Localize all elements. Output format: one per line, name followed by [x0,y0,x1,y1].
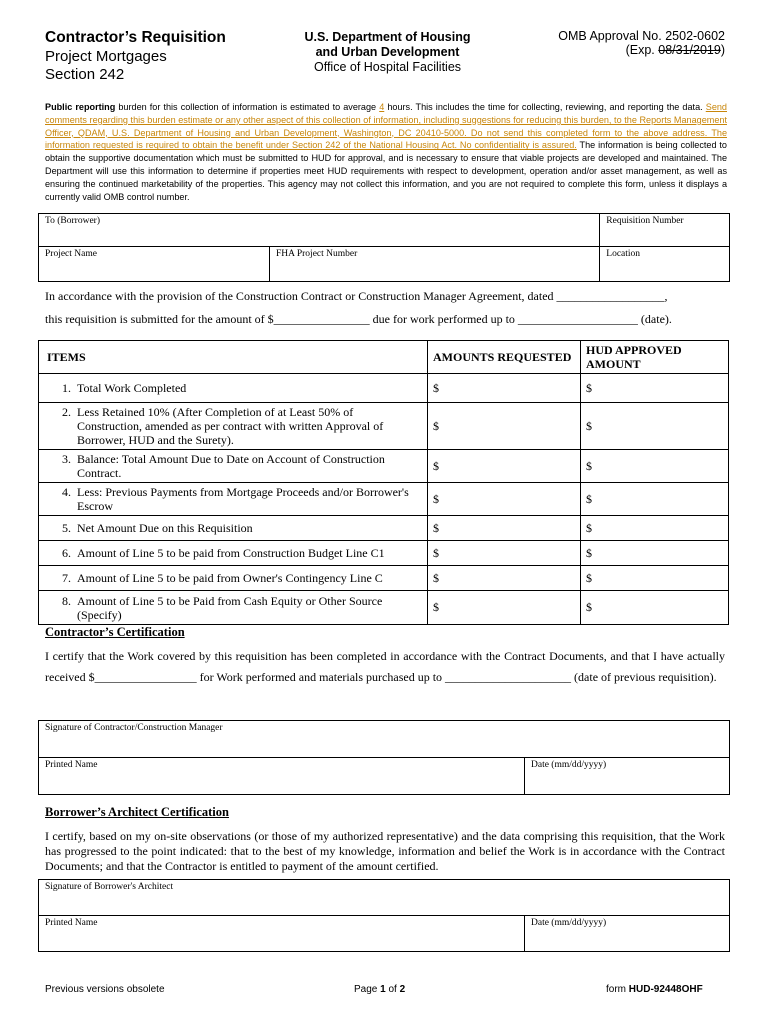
form-number: HUD-92448OHF [628,984,703,995]
table-row [39,403,729,450]
currency-symbol: $ [586,520,592,535]
architect-signature-table [38,879,730,952]
hud-approved-cell[interactable] [581,450,729,483]
currency-symbol: $ [586,545,592,560]
amount-requested-cell[interactable] [428,483,581,516]
location-field[interactable] [600,247,730,282]
contractor-printed-name-label: Printed Name [45,760,98,770]
burden-text-2: hours. This includes the time for collecting, reviewing, and reporting the data. [384,102,706,112]
project-name-field[interactable] [39,247,270,282]
table-row [39,516,729,541]
burden-hours: 4 [379,102,385,112]
architect-certification-text: I certify, based on my on-site observations (or those of my authorized representative) and the data comprising this requisition, that the Work has progressed to the point indicated: that to the best of my knowledge, information and belief the Work is in accordance with the Contract Documents; and that the Contractor is entitled to payment of the amount certified. [45,829,725,873]
footer-page-number [354,984,405,995]
burden-comments-link[interactable]: Send comments regarding this burden estimate or any other aspect of this collection of information, including suggestions for reducing this burden, to the Reports Management Officer, QDAM, U.S. Department of Housing and Urban Development, Washington, DC 20410-5000. Do not send this completed form to the above address. The information requested is required to obtain the benefit under Section 242 of the National Housing Act. No confidentiality is assured. [45,102,727,151]
hud-approved-cell[interactable] [581,516,729,541]
form-prefix: form [606,984,629,995]
table-row [39,374,729,403]
contractor-date-label: Date (mm/dd/yyyy) [531,760,607,770]
requisition-number-label: Requisition Number [606,216,684,226]
agreement-line-2: this requisition is submitted for the amount of $________________ due for work performed up to ____________________ (date). [45,312,672,326]
currency-symbol: $ [433,520,439,535]
table-row [39,541,729,566]
amount-requested-cell[interactable] [428,450,581,483]
amounts-requested-header: AMOUNTS REQUESTED [428,341,581,374]
omb-approval: OMB Approval No. 2502-0602 [558,29,725,43]
currency-symbol: $ [586,570,592,585]
burden-text-1: burden for this collection of information is estimated to average [115,102,380,112]
contractor-printed-name-field[interactable] [39,758,525,795]
location-label: Location [606,249,641,259]
architect-signature-label: Signature of Borrower's Architect [45,882,174,892]
office-name: Office of Hospital Facilities [313,60,462,74]
currency-symbol: $ [586,458,592,473]
architect-date-field[interactable] [525,916,730,952]
fha-project-number-label: FHA Project Number [276,249,358,259]
contractor-signature-field[interactable] [39,721,730,758]
amount-requested-cell[interactable] [428,516,581,541]
currency-symbol: $ [433,545,439,560]
amount-requested-cell[interactable] [428,591,581,625]
items-table [38,340,729,625]
item-number: 5. [62,520,71,535]
item-number: 6. [62,545,71,560]
table-row [39,483,729,516]
requisition-number-field[interactable] [600,214,730,247]
project-info-table [38,213,730,282]
form-section: Section 242 [45,66,125,83]
amount-requested-cell[interactable] [428,541,581,566]
contractor-date-field[interactable] [525,758,730,795]
exp-suffix: ) [720,43,725,57]
hud-approved-header: HUD APPROVED AMOUNT [581,341,729,374]
item-label: Amount of Line 5 to be paid from Owner's Contingency Line C [77,570,383,585]
page-prefix: Page [354,984,381,995]
footer-form-id [606,984,703,995]
agency-name-line2: and Urban Development [315,45,460,59]
exp-date: 08/31/2019 [658,43,721,57]
currency-symbol: $ [433,458,439,473]
architect-signature-field[interactable] [39,880,730,916]
item-label: Total Work Completed [77,380,187,395]
hud-approved-cell[interactable] [581,591,729,625]
agreement-line-1: In accordance with the provision of the Construction Contract or Construction Manager Agreement, dated __________________, [45,289,668,303]
item-number: 4. [62,485,71,499]
contractor-signature-table [38,720,730,795]
items-header-row [39,341,729,374]
architect-printed-name-label: Printed Name [45,918,98,928]
to-borrower-label: To (Borrower) [45,216,100,226]
currency-symbol: $ [586,418,592,433]
currency-symbol: $ [586,600,592,614]
currency-symbol: $ [433,418,439,433]
footer-versions-note: Previous versions obsolete [45,984,165,995]
item-label: Amount of Line 5 to be Paid from Cash Equity or Other Source (Specify) [77,593,383,622]
burden-lead: Public reporting [45,102,116,112]
item-label: Less Retained 10% (After Completion of at Least 50% of Construction, amended as per contract with written Approval of Borrower, HUD and the Surety). [77,405,384,447]
burden-statement [45,101,727,203]
form-subtitle: Project Mortgages [45,48,167,65]
table-row [39,566,729,591]
project-name-label: Project Name [45,249,97,259]
currency-symbol: $ [586,491,592,506]
amount-requested-cell[interactable] [428,403,581,450]
item-label: Balance: Total Amount Due to Date on Account of Construction Contract. [77,452,385,480]
amount-requested-cell[interactable] [428,566,581,591]
table-row [39,450,729,483]
item-number: 1. [62,380,71,395]
currency-symbol: $ [586,380,592,395]
table-row [39,591,729,625]
item-label: Amount of Line 5 to be paid from Construction Budget Line C1 [77,545,385,560]
omb-block [520,29,725,57]
currency-symbol: $ [433,380,439,395]
item-label: Net Amount Due on this Requisition [77,520,253,535]
architect-certification-title: Borrower’s Architect Certification [45,805,229,819]
contractor-signature-label: Signature of Contractor/Construction Manager [45,723,223,733]
omb-expiration [520,43,725,57]
to-borrower-field[interactable] [39,214,600,247]
currency-symbol: $ [433,600,439,614]
page-of: of [385,984,400,995]
hud-approved-cell[interactable] [581,374,729,403]
contractor-certification-text: I certify that the Work covered by this requisition has been completed in accordance with the Contract Documents, and that I have actually received $_________________ for Work performed and materials purchased up to _____________________ (date of previous requisition). [45,649,725,684]
fha-project-number-field[interactable] [270,247,600,282]
contractor-certification-title: Contractor’s Certification [45,625,185,639]
architect-date-label: Date (mm/dd/yyyy) [531,918,607,928]
exp-prefix: (Exp. [625,43,659,57]
agency-header [290,30,485,75]
item-number: 3. [62,452,71,466]
item-number: 2. [62,405,71,419]
architect-printed-name-field[interactable] [39,916,525,952]
hud-approved-cell[interactable] [581,403,729,450]
hud-approved-cell[interactable] [581,483,729,516]
hud-approved-cell[interactable] [581,566,729,591]
currency-symbol: $ [433,491,439,506]
items-column-header: ITEMS [39,341,428,374]
burden-text-3: The information is being collected to obtain the supportive documentation which must be submitted to HUD for approval, and is necessary to ensure that viable projects are developed and maintained. The Department will use this information to determine if properties meet HUD requirements with respect to development, operation and/or asset management, as well as ensuring the continued marketability of the properties. This agency may not collect this information, and you are not required to complete this form, unless it displays a currently valid OMB control number. [45,140,727,202]
agency-name-line1: U.S. Department of Housing [304,30,471,44]
currency-symbol: $ [433,570,439,585]
amount-requested-cell[interactable] [428,374,581,403]
item-label: Less: Previous Payments from Mortgage Proceeds and/or Borrower's Escrow [77,485,409,513]
item-number: 7. [62,570,71,585]
form-title: Contractor’s Requisition [45,29,226,46]
hud-approved-cell[interactable] [581,541,729,566]
item-number: 8. [62,593,71,608]
page-total: 2 [399,984,406,995]
page-current: 1 [380,984,386,995]
